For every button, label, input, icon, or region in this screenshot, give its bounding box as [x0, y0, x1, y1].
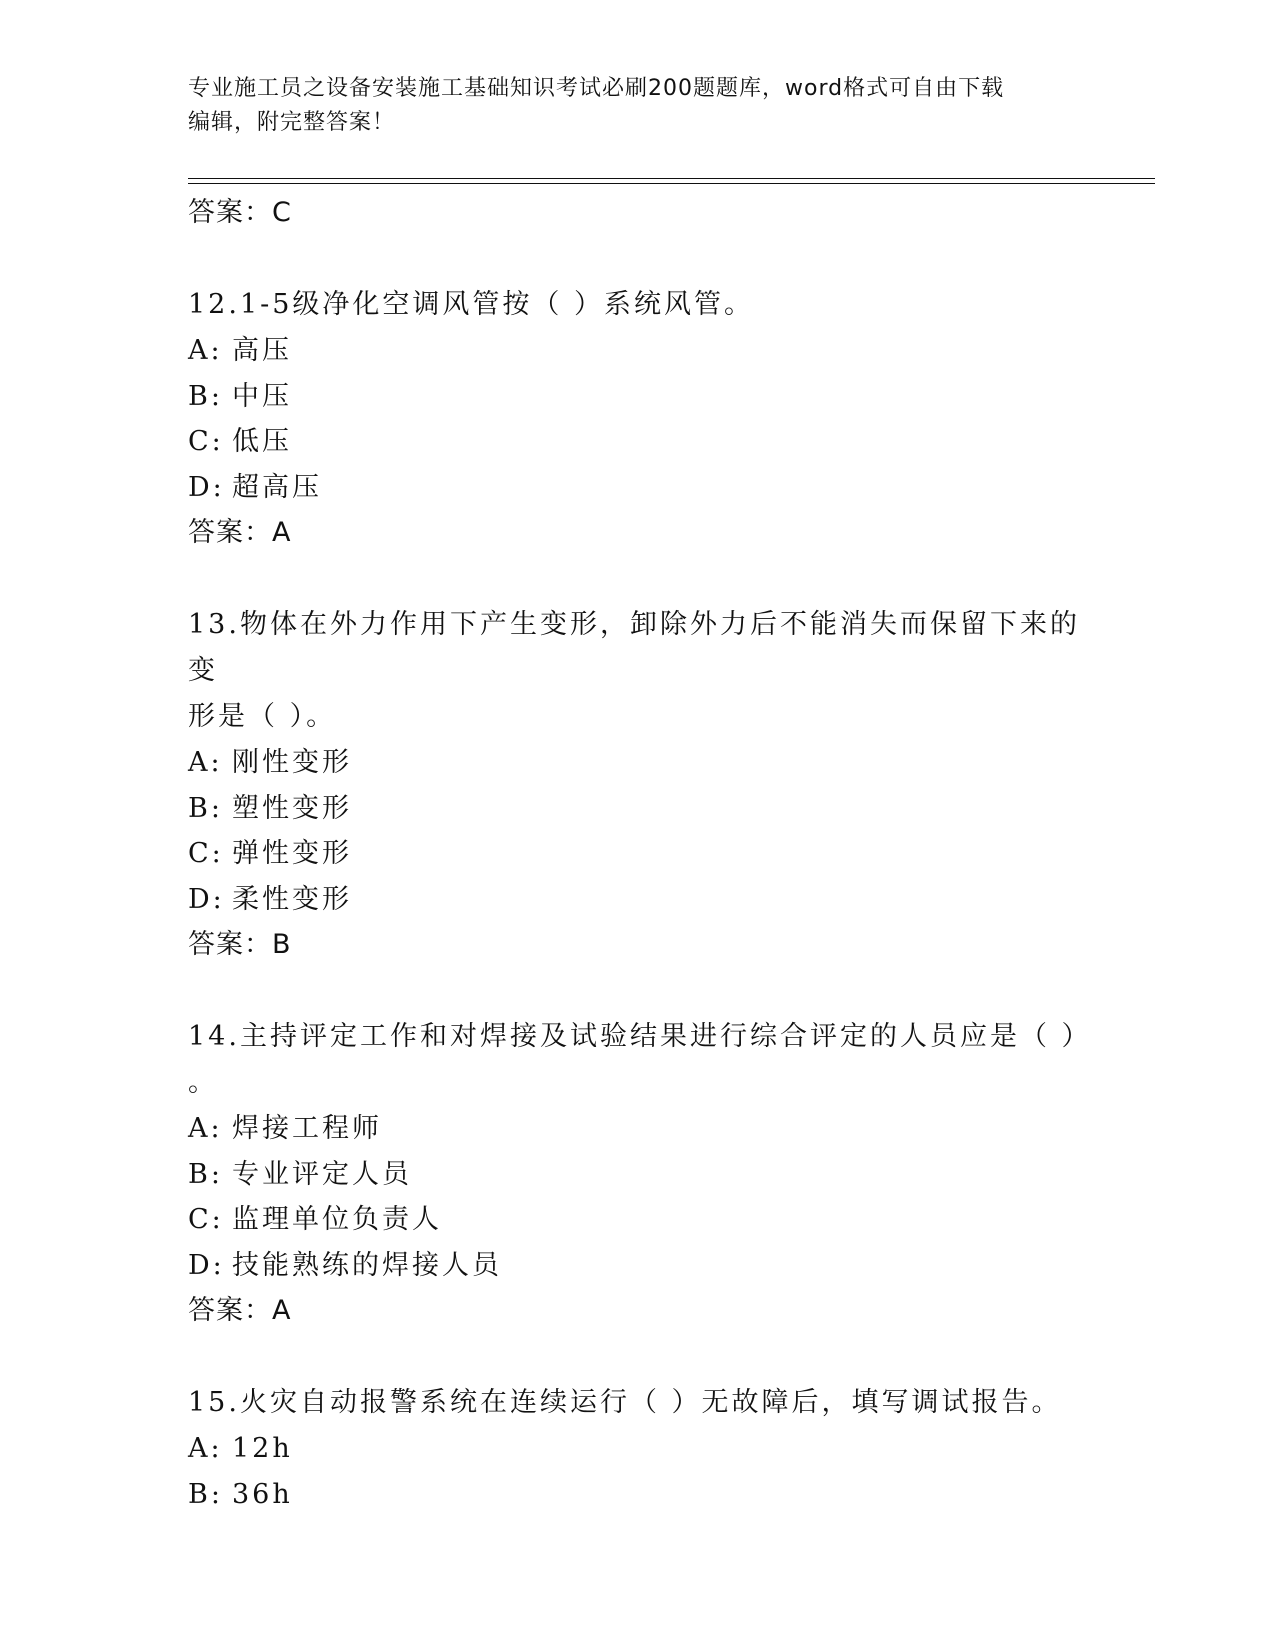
option-letter: A:	[188, 335, 223, 366]
option-letter: A:	[188, 747, 223, 778]
option-a	[188, 328, 1088, 374]
option-c	[188, 419, 1088, 465]
option-letter: A:	[188, 1433, 223, 1464]
option-text: 36h	[232, 1478, 293, 1510]
option-a	[188, 740, 1088, 786]
option-letter: B:	[188, 792, 223, 824]
question-text: 15.火灾自动报警系统在连续运行（ ）无故障后，填写调试报告。	[188, 1387, 1062, 1418]
option-text: 专业评定人员	[232, 1158, 412, 1190]
option-b	[188, 1472, 1088, 1518]
answer-label: 答案：A	[188, 517, 292, 548]
option-text: 中压	[232, 380, 292, 412]
option-b	[188, 374, 1088, 420]
option-d	[188, 877, 1088, 923]
document-header	[188, 72, 1068, 140]
option-b	[188, 1152, 1088, 1198]
option-letter: D:	[188, 883, 225, 915]
option-a	[188, 1426, 1088, 1472]
option-letter: D:	[188, 471, 225, 503]
option-a	[188, 1106, 1088, 1152]
question-text: 12.1-5级净化空调风管按（ ）系统风管。	[188, 289, 755, 320]
option-text: 刚性变形	[232, 747, 352, 778]
option-letter: C:	[188, 838, 224, 869]
option-letter: B:	[188, 1478, 223, 1510]
option-text: 12h	[232, 1433, 293, 1464]
option-letter: D:	[188, 1249, 225, 1281]
option-text: 弹性变形	[232, 838, 352, 869]
answer-previous: 答案：C	[188, 197, 292, 228]
option-text: 柔性变形	[232, 883, 352, 915]
question-text: 13.物体在外力作用下产生变形，卸除外力后不能消失而保留下来的变	[188, 609, 1080, 686]
option-text: 低压	[232, 426, 292, 457]
option-text: 技能熟练的焊接人员	[232, 1249, 502, 1281]
answer-label: 答案：B	[188, 929, 292, 960]
option-d	[188, 465, 1088, 511]
option-text: 焊接工程师	[232, 1113, 382, 1144]
question-12	[188, 282, 1088, 556]
option-text: 超高压	[232, 471, 322, 503]
option-letter: B:	[188, 1158, 223, 1190]
question-text-continued: 。	[188, 1067, 218, 1098]
option-c	[188, 831, 1088, 877]
question-13	[188, 602, 1088, 968]
option-letter: C:	[188, 426, 224, 457]
header-divider-top	[188, 178, 1155, 179]
option-letter: B:	[188, 380, 223, 412]
question-14	[188, 1014, 1092, 1334]
option-b	[188, 786, 1088, 832]
question-text-continued: 形是（ ）。	[188, 701, 337, 732]
option-text: 塑性变形	[232, 792, 352, 824]
question-15	[188, 1380, 1088, 1517]
option-letter: C:	[188, 1204, 224, 1235]
question-list	[188, 190, 1092, 1517]
option-c	[188, 1197, 1088, 1243]
option-text: 高压	[232, 335, 292, 366]
option-letter: A:	[188, 1113, 223, 1144]
question-text: 14.主持评定工作和对焊接及试验结果进行综合评定的人员应是（ ）	[188, 1021, 1092, 1052]
option-d	[188, 1243, 1088, 1289]
header-line-2: 编辑，附完整答案！	[188, 110, 396, 135]
answer-label: 答案：A	[188, 1295, 292, 1326]
header-divider-bottom	[188, 183, 1155, 184]
option-text: 监理单位负责人	[232, 1204, 442, 1235]
header-line-1: 专业施工员之设备安装施工基础知识考试必刷200题题库，word格式可自由下载	[188, 76, 1005, 101]
